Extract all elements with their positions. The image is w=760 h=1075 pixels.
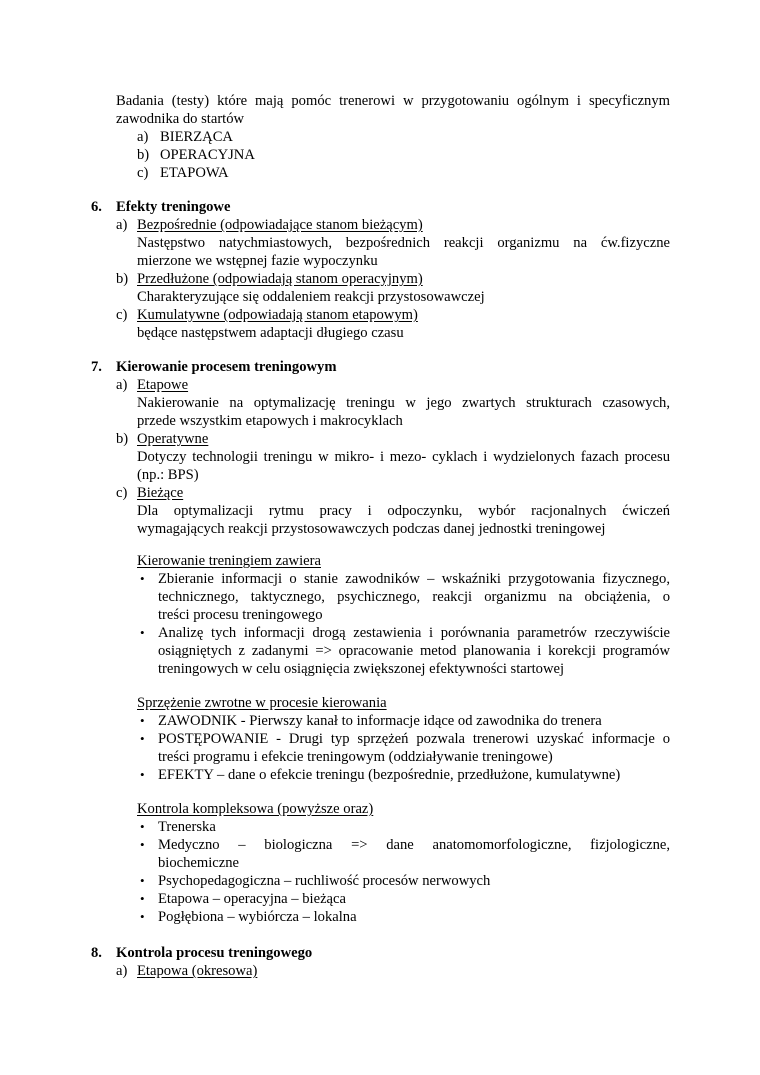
intro-item-b-label: b) — [137, 147, 150, 163]
complex-heading: Kontrola kompleksowa (powyższe oraz) — [137, 801, 374, 817]
section-7-b-line-2: (np.: BPS) — [137, 467, 199, 483]
control-heading: Kierowanie treningiem zawiera — [137, 553, 321, 569]
section-6-a-line-1: Następstwo natychmiastowych, bezpośrednich reakcji organizmu na ćw.fizyczne — [137, 235, 670, 251]
intro-item-a: BIERZĄCA — [160, 129, 233, 145]
feedback-bullet-2-line-1: POSTĘPOWANIE - Drugi typ sprzężeń pozwala trenerowi uzyskać informacje o — [158, 731, 670, 747]
complex-bullet-2-line-1: Medyczno – biologiczna => dane anatomomorfologiczne, fizjologiczne, — [158, 837, 670, 853]
bullet-icon: • — [140, 909, 145, 924]
section-8-number: 8. — [91, 945, 102, 961]
section-6-b-label: b) — [116, 271, 129, 287]
bullet-icon: • — [140, 767, 145, 782]
section-8-a-label: a) — [116, 963, 128, 979]
control-bullet-1-line-2: technicznego, taktycznego, psychicznego, reakcji organizmu na obciążenia, o — [158, 589, 670, 605]
bullet-icon: • — [140, 873, 145, 888]
control-bullet-1-line-1: Zbieranie informacji o stanie zawodników – wskaźniki przygotowania fizycznego, — [158, 571, 670, 587]
control-bullet-1-line-3: treści procesu treningowego — [158, 607, 323, 623]
bullet-icon: • — [140, 625, 145, 640]
feedback-bullet-3: EFEKTY – dane o efekcie treningu (bezpośrednie, przedłużone, kumulatywne) — [158, 767, 621, 783]
intro-item-b: OPERACYJNA — [160, 147, 255, 163]
section-6-b-line-1: Charakteryzujące się oddaleniem reakcji przystosowawczej — [137, 289, 485, 305]
feedback-bullet-2-line-2: treści programu i efekcie treningowym (oddziaływanie treningowe) — [158, 749, 553, 765]
section-6-number: 6. — [91, 199, 102, 215]
section-7-a-heading: Etapowe — [137, 377, 189, 393]
section-6-b-heading: Przedłużone (odpowiadają stanom operacyjnym) — [137, 271, 423, 287]
section-7-a-line-2: przede wszystkim etapowych i makrocyklach — [137, 413, 403, 429]
intro-item-a-label: a) — [137, 129, 149, 145]
section-7-number: 7. — [91, 359, 102, 375]
intro-item-c-label: c) — [137, 165, 149, 181]
section-8-title: Kontrola procesu treningowego — [116, 945, 313, 961]
section-6-c-heading: Kumulatywne (odpowiadają stanom etapowym) — [137, 307, 418, 323]
control-bullet-2-line-1: Analizę tych informacji drogą zestawienia i porównania parametrów rzeczywiście — [158, 625, 670, 641]
feedback-bullet-1: ZAWODNIK - Pierwszy kanał to informacje idące od zawodnika do trenera — [158, 713, 602, 729]
section-7-c-heading: Bieżące — [137, 485, 184, 501]
complex-bullet-4: Etapowa – operacyjna – bieżąca — [158, 891, 346, 907]
intro-line-2: zawodnika do startów — [116, 111, 245, 127]
section-8-a-heading: Etapowa (okresowa) — [137, 963, 258, 979]
bullet-icon: • — [140, 571, 145, 586]
control-bullet-2-line-3: treningowych w celu osiągnięcia zwiększonej efektywności startowej — [158, 661, 565, 677]
complex-bullet-1: Trenerska — [158, 819, 216, 835]
section-6-c-line-1: będące następstwem adaptacji długiego czasu — [137, 325, 404, 341]
intro-item-c: ETAPOWA — [160, 165, 229, 181]
section-7-c-line-2: wymagających reakcji przystosowawczych podczas danej jednostki treningowej — [137, 521, 606, 537]
bullet-icon: • — [140, 713, 145, 728]
section-7-a-line-1: Nakierowanie na optymalizację treningu w jego zwartych strukturach czasowych, — [137, 395, 670, 411]
section-7-b-heading: Operatywne — [137, 431, 209, 447]
intro-line-1: Badania (testy) które mają pomóc trenerowi w przygotowaniu ogólnym i specyficznym — [116, 93, 670, 109]
section-7-title: Kierowanie procesem treningowym — [116, 359, 337, 375]
section-7-c-label: c) — [116, 485, 128, 501]
bullet-icon: • — [140, 731, 145, 746]
feedback-heading: Sprzężenie zwrotne w procesie kierowania — [137, 695, 387, 711]
section-6-c-label: c) — [116, 307, 128, 323]
section-7-b-label: b) — [116, 431, 129, 447]
section-7-c-line-1: Dla optymalizacji rytmu pracy i odpoczynku, wybór racjonalnych ćwiczeń — [137, 503, 670, 519]
complex-bullet-5: Pogłębiona – wybiórcza – lokalna — [158, 909, 357, 925]
bullet-icon: • — [140, 891, 145, 906]
section-6-a-line-2: mierzone we wstępnej fazie wypoczynku — [137, 253, 378, 269]
complex-bullet-3: Psychopedagogiczna – ruchliwość procesów nerwowych — [158, 873, 491, 889]
section-6-a-heading: Bezpośrednie (odpowiadające stanom bieżącym) — [137, 217, 423, 233]
section-7-b-line-1: Dotyczy technologii treningu w mikro- i mezo- cyklach i wydzielonych fazach procesu — [137, 449, 670, 465]
section-6-a-label: a) — [116, 217, 128, 233]
bullet-icon: • — [140, 837, 145, 852]
complex-bullet-2-line-2: biochemiczne — [158, 855, 240, 871]
section-6-title: Efekty treningowe — [116, 199, 231, 215]
bullet-icon: • — [140, 819, 145, 834]
section-7-a-label: a) — [116, 377, 128, 393]
control-bullet-2-line-2: osiągniętych z zadanymi => opracowanie metod planowania i korekcji programów — [158, 643, 670, 659]
